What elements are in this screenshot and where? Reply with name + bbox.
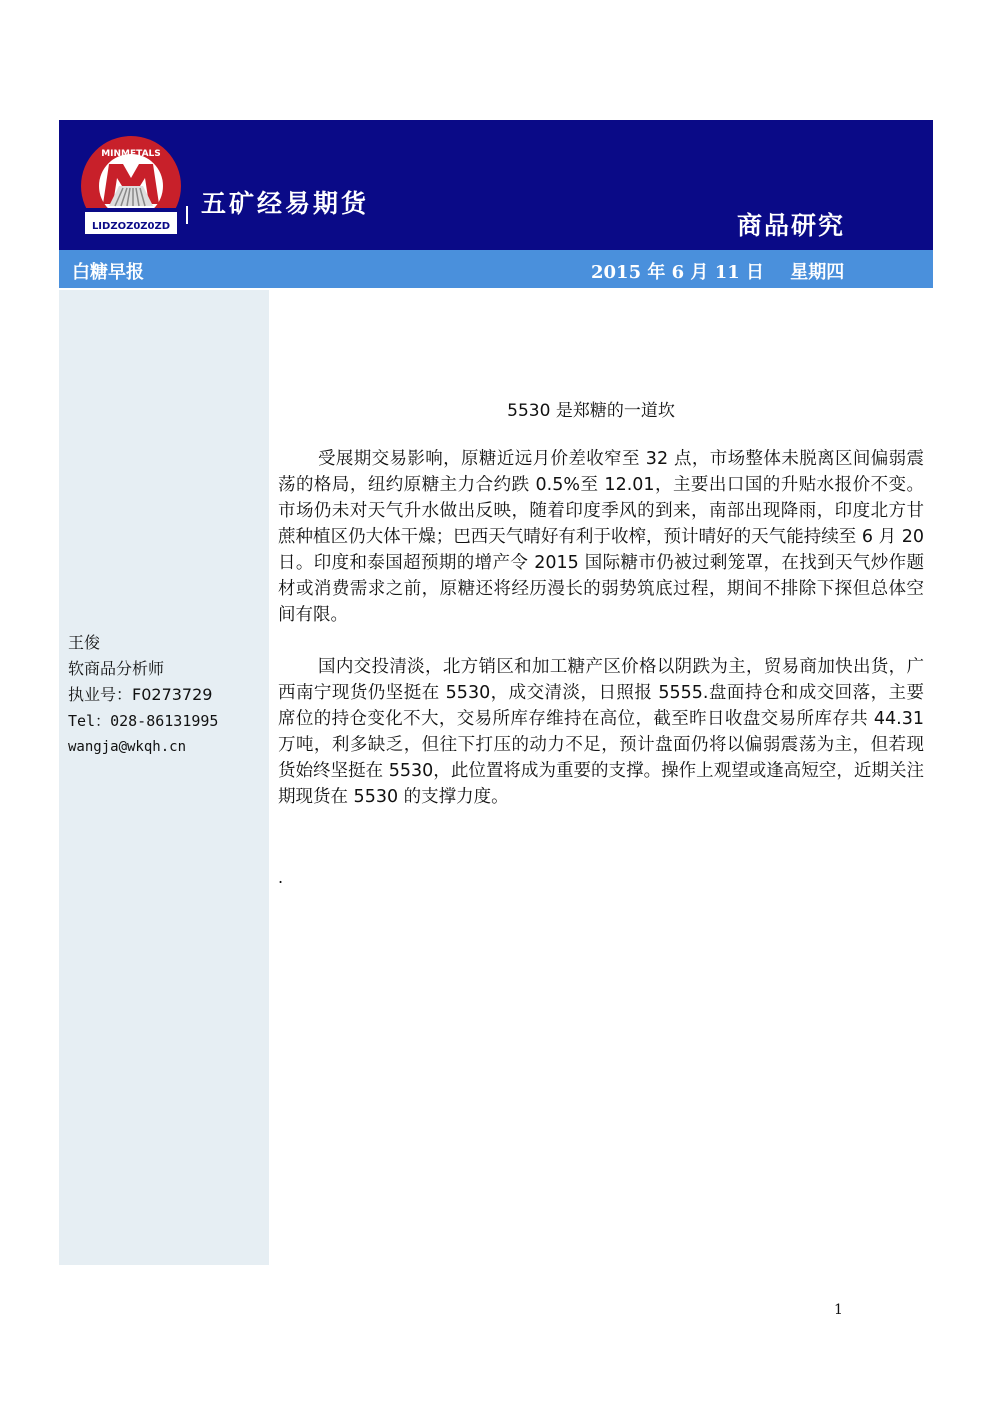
article-title: 5530 是郑糖的一道坎: [507, 401, 675, 421]
analyst-name: 王俊: [68, 633, 101, 652]
report-date-line: [591, 258, 846, 284]
page-number: 1: [834, 1302, 843, 1318]
department-name: 商品研究: [737, 211, 846, 240]
report-date: 2015 年 6 月 11 日: [591, 262, 765, 283]
company-name: 五矿经易期货: [201, 189, 370, 218]
analyst-email: wangja@wkqh.cn: [68, 739, 187, 755]
analyst-title: 软商品分析师: [68, 659, 165, 678]
report-info-bar: [59, 250, 933, 288]
report-type: 白糖早报: [72, 262, 144, 283]
article-paragraph: 国内交投清淡，北方销区和加工糖产区价格以阴跌为主，贸易商加快出货，广西南宁现货仍坚挺在 5530，成交清淡，日照报 5555.盘面持仓和成交回落，主要席位的持仓变化不大，交易所库存维持在高位，截至昨日收盘交易所库存共 44.31 万吨，利多缺乏，但往下打压的动力不足，预计盘面仍将以偏弱震荡为主，但若现货始终坚挺在 5530，此位置将成为重要的支撑。操作上观望或逢高短空，近期关注期现货在 5530 的支撑力度。: [278, 657, 924, 807]
trailing-mark: .: [278, 868, 284, 887]
minmetals-logo: [79, 134, 183, 238]
svg-text:LIDZOZ0Z0ZD: LIDZOZ0Z0ZD: [91, 221, 171, 232]
minmetals-logo-mark: [79, 134, 183, 238]
page-header: [59, 120, 933, 250]
article-paragraph: 受展期交易影响，原糖近远月价差收窄至 32 点，市场整体未脱离区间偏弱震荡的格局，纽约原糖主力合约跌 0.5%至 12.01，主要出口国的升贴水报价不变。市场仍未对天气升水做出反映，随着印度季风的到来，南部出现降雨，印度北方甘蔗种植区仍大体干燥；巴西天气晴好有利于收榨，预计晴好的天气能持续至 6 月 20 日。印度和泰国超预期的增产令 2015 国际糖市仍被过剩笼罩，在找到天气炒作题材或消费需求之前，原糖还将经历漫长的弱势筑底过程，期间不排除下探但总体空间有限。: [278, 449, 924, 625]
analyst-license: 执业号：F0273729: [68, 685, 213, 704]
logo-divider: [186, 206, 188, 224]
analyst-sidebar: [59, 290, 269, 1265]
report-weekday: 星期四: [790, 262, 845, 283]
analyst-phone: Tel：028-86131995: [68, 712, 219, 730]
svg-text:MINMETALS: MINMETALS: [101, 149, 161, 159]
analyst-info: [68, 630, 218, 760]
